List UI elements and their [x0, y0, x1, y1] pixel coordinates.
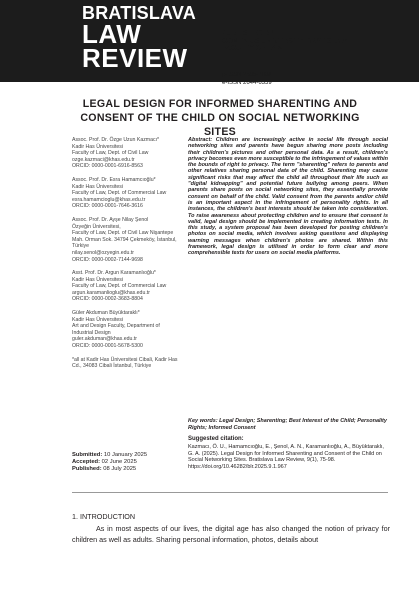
author-entry	[72, 310, 182, 350]
author-email[interactable]: esra.hamamcioglu@khas.edu.tr	[72, 196, 146, 203]
accepted-date: 02 June 2025	[101, 459, 137, 465]
accepted-row	[72, 459, 182, 466]
author-orcid: ORCID: 0000-0002-3683-8804	[72, 296, 143, 303]
published-date: 08 July 2025	[103, 466, 137, 472]
publisher-block	[222, 30, 349, 53]
author-dept: Faculty of Law, Dept. of Commercial Law	[72, 283, 167, 290]
journal-title-line3: REVIEW	[82, 43, 188, 73]
publisher-line1: PUBLISHED BY	[222, 30, 275, 37]
journal-banner	[0, 0, 419, 82]
author-dept: Faculty of Law, Dept. of Commercial Law	[72, 190, 167, 197]
author-dept: Faculty of Law, Dept. of Civil Law	[72, 150, 149, 157]
author-entry	[72, 137, 182, 170]
author-name: Assoc. Prof. Dr. Ayşe Nilay Şenol	[72, 216, 149, 223]
author-email[interactable]: nilay.senol@ozyegin.edu.tr	[72, 249, 134, 256]
accepted-label: Accepted:	[72, 459, 101, 465]
published-label: Published:	[72, 466, 102, 472]
author-orcid: ORCID: 0000-0001-6916-8563	[72, 163, 143, 170]
issn-online: e-ISSN 2644-6359	[222, 80, 272, 86]
author-name: Asst. Prof. Dr. Argun Karamanlıoğlu*	[72, 270, 156, 277]
keywords: Key words: Legal Design; Sharenting; Best Interest of the Child; Personality Rights; Informed Consent	[188, 418, 387, 431]
intro-heading: 1. INTRODUCTION	[72, 512, 136, 521]
author-dept: Faculty of Law, Dept. of Civil Law Nişantepe Mah. Orman Sok. 34794 Çekmeköy, İstanbul, Türkiye	[72, 230, 177, 250]
author-entry	[72, 270, 182, 303]
author-email[interactable]: ozge.kazmaci@khas.edu.tr	[72, 156, 135, 163]
author-affiliation: Kadir Has Üniversitesi	[72, 143, 124, 150]
journal-title-line2: LAW	[82, 19, 142, 49]
submitted-row	[72, 452, 182, 459]
author-affiliation: Kadir Has Üniversitesi	[72, 276, 124, 283]
journal-title	[82, 3, 196, 73]
author-email[interactable]: guler.akduman@khas.edu.tr	[72, 336, 137, 343]
author-name: Assoc. Prof. Dr. Özge Uzun Kazmacı*	[72, 137, 160, 143]
author-orcid: ORCID: 0000-0001-5678-5300	[72, 343, 143, 350]
journal-title-line1: BRATISLAVA	[82, 3, 196, 23]
issn-print: p-ISSN 2585-7088	[222, 72, 272, 78]
publisher-line3: FACULTY OF LAW	[222, 45, 283, 52]
author-entry	[72, 217, 182, 263]
submitted-label: Submitted:	[72, 452, 103, 458]
section-divider	[72, 492, 388, 493]
citation-heading: Suggested citation:	[188, 436, 244, 442]
article-title: LEGAL DESIGN FOR INFORMED SHARENTING AND CONSENT OF THE CHILD ON SOCIAL NETWORKING SITES	[80, 98, 360, 138]
author-dept: Art and Design Faculty, Department of Industrial Design	[72, 323, 160, 336]
author-list	[72, 137, 182, 377]
author-orcid: ORCID: 0000-0001-7646-3616	[72, 203, 143, 210]
author-affiliation: Kadir Has Üniversitesi	[72, 316, 124, 323]
article-dates	[72, 452, 182, 473]
author-name: Assoc. Prof. Dr. Esra Hamamcıoğlu*	[72, 176, 156, 183]
author-email[interactable]: argun.karamanlioglu@khas.edu.tr	[72, 289, 150, 296]
submitted-date: 10 January 2025	[103, 452, 148, 458]
author-name: Güler Akduman Büyüktaraklı*	[72, 310, 140, 317]
published-row	[72, 466, 182, 473]
author-affiliation: Özyeğin Üniversitesi,	[72, 223, 121, 230]
author-entry	[72, 177, 182, 210]
publisher-line2: COMENIUS UNIVERSITY BRATISLAVA	[222, 37, 350, 45]
address-note: *all at Kadir Has Üniversitesi Cibali, Kadir Has Cd., 34083 Cibali İstanbul, Türkiye	[72, 356, 178, 370]
author-affiliation: Kadir Has Üniversitesi	[72, 183, 124, 190]
issn-block	[222, 71, 272, 87]
abstract: Abstract: Children are increasingly active in social life through social networking sites and parents have begun sharing more posts including their children's pictures and other personal data. As a result, children's privacy becomes even more susceptible to the infringement of values within the bounds of right to privacy. The term "sharenting" refers to parents and other relatives sharing personal data of the child. Sharenting may cause significant risks that may affect the child all throughout their life such as "digital kidnapping" and potential future bullying among peers. When parents share posts on social networking sites, they essentially provide consent on behalf of the child. Valid consent from the parents and/or child is an important aspect in the infringement of personality rights. In all instances, the children's best interests should be taken into consideration. To raise awareness about protecting children and to ensure that consent is valid, legal design should be implemented in creating information texts. In this study, a system proposal has been developed for posting children's photos on social media, which involves asking questions and displaying warning messages when children's photos are shared. Within this framework, legal design is utilised in order to form clear and more comprehensible texts for users on social media platforms.	[188, 137, 388, 257]
intro-paragraph: As in most aspects of our lives, the digital age has also changed the notion of privacy for children as well as adults. Sharing personal information, photos, details about	[72, 524, 390, 544]
citation-text[interactable]: Kazmacı, Ö. U., Hamamcıoğlu, E., Şenol, A. N., Karamanlıoğlu, A., Büyüktaraklı, G. A. (2025). Legal Design for Informed Sharenting and Consent of the Child on Social Networking Sites. Bratislava Law Review, 9(1), 75-98. https://doi.org/10.46282/blr.2025.9.1.967	[188, 444, 384, 470]
author-orcid: ORCID: 0000-0002-7144-9698	[72, 256, 143, 263]
